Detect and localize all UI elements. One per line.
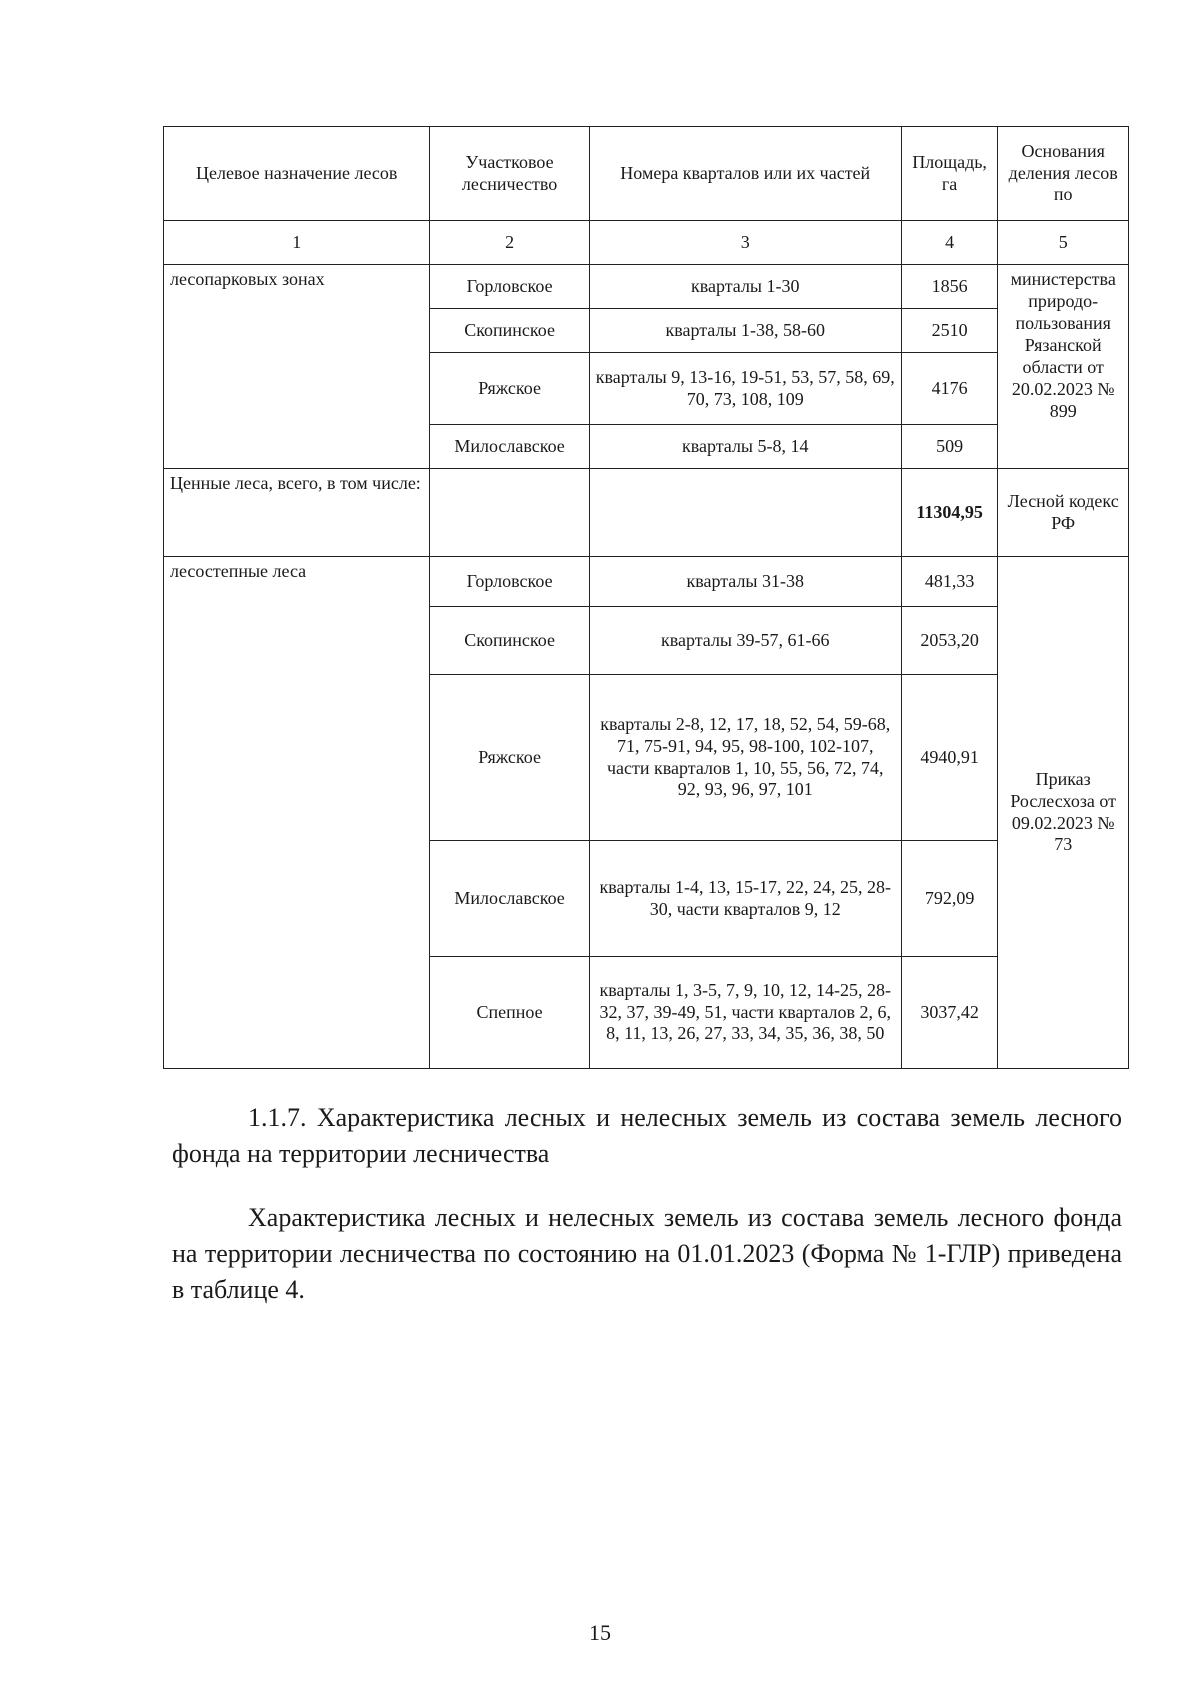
page-number: 15 xyxy=(589,1620,611,1645)
area-cell: 1856 xyxy=(901,265,998,309)
header-basis: Основания деления лесов по xyxy=(998,127,1129,221)
body-paragraph: Характеристика лесных и нелесных земель из состава земель лесного фонда на территории лесничества по состоянию на 01.01.2023 (Форма № 1-ГЛР) приведена в таблице 4. xyxy=(172,1203,1122,1304)
area-cell: 3037,42 xyxy=(901,957,998,1069)
forestry-cell: Ряжское xyxy=(430,353,589,425)
forestry-cell: Спепное xyxy=(430,957,589,1069)
area-cell: 2510 xyxy=(901,309,998,353)
header-quarters: Номера кварталов или их частей xyxy=(589,127,901,221)
area-cell: 2053,20 xyxy=(901,607,998,675)
quarters-cell xyxy=(589,469,901,557)
area-cell: 4940,91 xyxy=(901,675,998,841)
quarters-cell: кварталы 9, 13-16, 19-51, 53, 57, 58, 69, 70, 73, 108, 109 xyxy=(589,353,901,425)
quarters-cell: кварталы 1-30 xyxy=(589,265,901,309)
basis-cell: Приказ Рослесхоза от 09.02.2023 № 73 xyxy=(998,557,1129,1069)
forestry-cell: Ряжское xyxy=(430,675,589,841)
area-total-cell: 11304,95 xyxy=(901,469,998,557)
quarters-cell: кварталы 39-57, 61-66 xyxy=(589,607,901,675)
column-number: 4 xyxy=(901,221,998,265)
quarters-cell: кварталы 31-38 xyxy=(589,557,901,607)
purpose-cell: лесопарковых зонах xyxy=(164,265,430,469)
forestry-cell: Милославское xyxy=(430,841,589,957)
area-cell: 509 xyxy=(901,425,998,469)
quarters-cell: кварталы 5-8, 14 xyxy=(589,425,901,469)
column-number: 3 xyxy=(589,221,901,265)
column-number-row xyxy=(164,221,1129,265)
section-heading: 1.1.7. Характеристика лесных и нелесных земель из состава земель лесного фонда на территории лесничества xyxy=(172,1103,1122,1168)
forestry-cell: Милославское xyxy=(430,425,589,469)
table-header-row xyxy=(164,127,1129,221)
forestry-cell: Скопинское xyxy=(430,309,589,353)
header-area: Площадь, га xyxy=(901,127,998,221)
table-row xyxy=(164,557,1129,607)
area-cell: 4176 xyxy=(901,353,998,425)
basis-cell: министерства природо-пользования Рязанской области от 20.02.2023 № 899 xyxy=(998,265,1129,469)
quarters-cell: кварталы 1, 3-5, 7, 9, 10, 12, 14-25, 28-32, 37, 39-49, 51, части кварталов 2, 6, 8, 11, 13, 26, 27, 33, 34, 35, 36, 38, 50 xyxy=(589,957,901,1069)
quarters-cell: кварталы 1-38, 58-60 xyxy=(589,309,901,353)
table-row xyxy=(164,265,1129,309)
forestry-cell xyxy=(430,469,589,557)
forestry-cell: Горловское xyxy=(430,265,589,309)
area-cell: 792,09 xyxy=(901,841,998,957)
purpose-cell: Ценные леса, всего, в том числе: xyxy=(164,469,430,557)
header-purpose: Целевое назначение лесов xyxy=(164,127,430,221)
table-row xyxy=(164,469,1129,557)
header-forestry: Участковое лесничество xyxy=(430,127,589,221)
forest-purpose-table xyxy=(163,126,1129,1069)
purpose-cell: лесостепные леса xyxy=(164,557,430,1069)
forestry-cell: Скопинское xyxy=(430,607,589,675)
forestry-cell: Горловское xyxy=(430,557,589,607)
column-number: 5 xyxy=(998,221,1129,265)
quarters-cell: кварталы 2-8, 12, 17, 18, 52, 54, 59-68, 71, 75-91, 94, 95, 98-100, 102-107, части кварталов 1, 10, 55, 56, 72, 74, 92, 93, 96, 97, 101 xyxy=(589,675,901,841)
column-number: 1 xyxy=(164,221,430,265)
area-cell: 481,33 xyxy=(901,557,998,607)
quarters-cell: кварталы 1-4, 13, 15-17, 22, 24, 25, 28-30, части кварталов 9, 12 xyxy=(589,841,901,957)
column-number: 2 xyxy=(430,221,589,265)
basis-cell: Лесной кодекс РФ xyxy=(998,469,1129,557)
